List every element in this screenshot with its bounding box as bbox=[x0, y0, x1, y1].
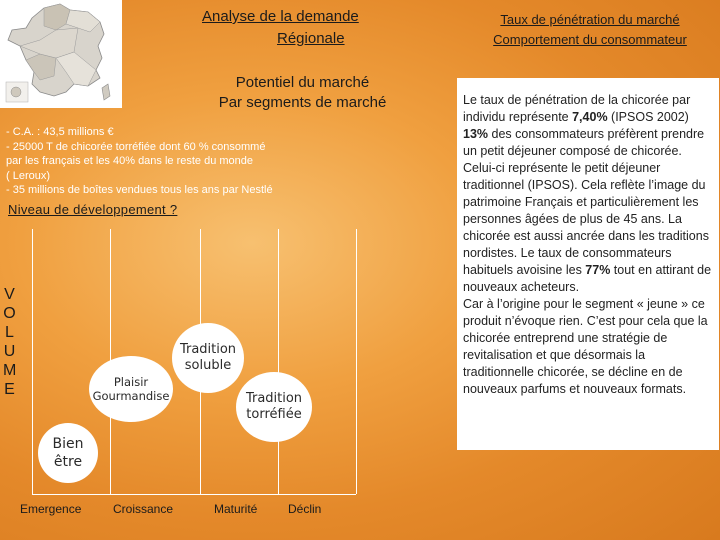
volume-letter: O bbox=[3, 305, 17, 322]
fact-line: ( Leroux) bbox=[6, 169, 51, 182]
consumer-behaviour-text-box bbox=[457, 78, 719, 450]
segment-label: Plaisir bbox=[113, 375, 149, 389]
box-paragraph bbox=[463, 126, 713, 296]
segment-label: Gourmandise bbox=[92, 389, 170, 403]
phase-divider bbox=[356, 229, 357, 494]
fact-line: par les français et les 40% dans le reste du monde bbox=[6, 155, 254, 167]
volume-axis-label bbox=[3, 285, 17, 399]
phase-label-emergence: Emergence bbox=[20, 502, 82, 516]
segment-label: être bbox=[53, 454, 83, 470]
segment-label: Tradition bbox=[245, 391, 303, 406]
segment-plaisir-gourmandise bbox=[89, 356, 173, 422]
phase-label-declin: Déclin bbox=[288, 502, 322, 516]
phase-label-maturite: Maturité bbox=[214, 502, 258, 516]
box-figure: 77% bbox=[585, 263, 611, 277]
segment-tradition-torrefiee bbox=[236, 372, 312, 442]
right-heading-line-1: Taux de pénétration du marché bbox=[500, 12, 680, 27]
potentiel-heading bbox=[190, 73, 415, 113]
box-figure: 7,40% bbox=[572, 110, 608, 124]
right-heading bbox=[470, 10, 710, 50]
phase-divider bbox=[278, 229, 279, 494]
segment-label: soluble bbox=[184, 358, 232, 373]
x-axis-line bbox=[32, 494, 356, 495]
segment-bien-etre bbox=[38, 423, 98, 483]
fact-line: - 35 millions de boîtes vendues tous les ans par Nestlé bbox=[6, 184, 273, 196]
market-facts bbox=[6, 125, 346, 198]
segment-label: torréfiée bbox=[246, 407, 302, 422]
potentiel-line-2: Par segments de marché bbox=[218, 94, 387, 111]
potentiel-line-1: Potentiel du marché bbox=[235, 74, 370, 91]
title-line-2: Régionale bbox=[277, 30, 345, 47]
phase-label-croissance: Croissance bbox=[113, 502, 174, 516]
page-title bbox=[190, 6, 420, 50]
volume-letter: M bbox=[3, 362, 18, 379]
box-figure: 13% bbox=[463, 127, 489, 141]
development-level-heading: Niveau de développement ? bbox=[8, 202, 178, 217]
volume-letter: E bbox=[4, 381, 16, 398]
fact-line: - C.A. : 43,5 millions € bbox=[6, 126, 114, 138]
box-paragraph bbox=[463, 92, 713, 126]
box-paragraph: Car à l’origine pour le segment « jeune » ce produit n’évoque rien. C’est pour cela que la chicorée entreprend une stratégie de revitalisation et que désormais la traditionnelle chicorée, se décline en de nouveaux parfums et nouveaux formats. bbox=[463, 297, 708, 396]
box-text: Le taux de pénétration de la chicorée par individu représente bbox=[463, 93, 691, 124]
box-text: tout en attirant de nouveaux acheteurs. bbox=[463, 263, 712, 294]
segment-label: Tradition bbox=[179, 342, 237, 357]
title-line-1: Analyse de la demande bbox=[202, 8, 359, 25]
volume-letter: U bbox=[3, 343, 17, 360]
box-text: des consommateurs préfèrent prendre un petit déjeuner composé de chicorée. Celui-ci représente le petit déjeuner traditionnel (IPSOS). Cela reflète l’image du patrimoine Français et particulièrement les personnes âgées de plus de 45 ans. La chicorée est aussi ancrée dans les traditions nordistes. Le taux de consommateurs habituels avoisine les bbox=[463, 127, 709, 277]
volume-letter: L bbox=[5, 324, 15, 341]
segment-tradition-soluble bbox=[172, 323, 244, 393]
box-text: (IPSOS 2002) bbox=[607, 110, 689, 124]
y-axis-line bbox=[32, 229, 33, 494]
segment-label: Bien bbox=[52, 436, 84, 452]
right-heading-line-2: Comportement du consommateur bbox=[493, 32, 687, 47]
volume-letter: V bbox=[4, 286, 16, 303]
fact-line: - 25000 T de chicorée torréfiée dont 60 % consommé bbox=[6, 140, 266, 153]
france-map-icon bbox=[0, 0, 122, 108]
